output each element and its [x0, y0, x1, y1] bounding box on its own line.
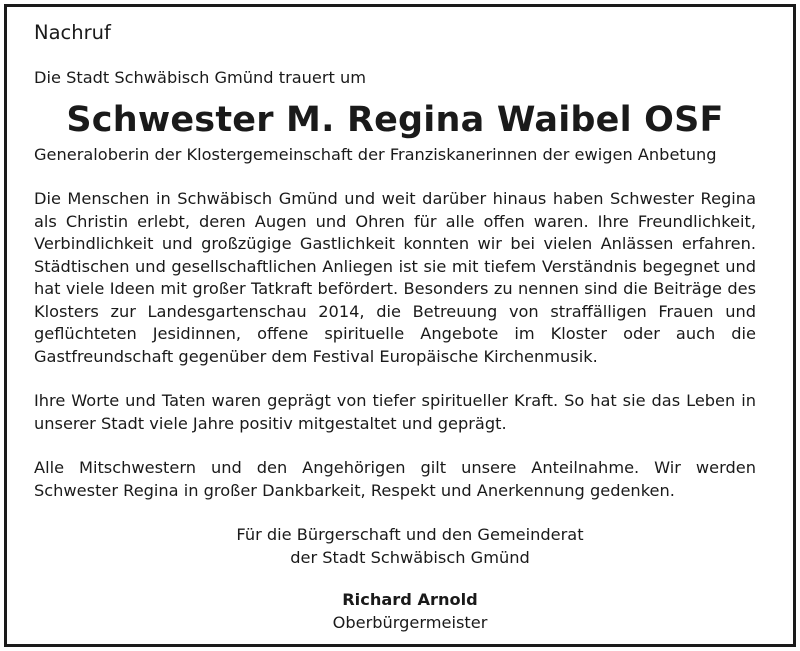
paragraph-text: Die Menschen in Schwäbisch Gmünd und weit darüber hinaus haben Schwester Regina als Christin erlebt, deren Augen und Ohren für alle offen waren. Ihre Freundlichkeit, Verbindlichkeit und großzügige Gastlichkeit konnten wir bei vielen Anlässen erfahren. Städtischen und gesellschaftlichen Anliegen ist sie mit tiefem Verständnis begegnet und hat viele Ideen mit großer Tatkraft befördert. Besonders zu nennen sind die Beiträge des Klosters zur Landesgartenschau 2014, die Betreuung von straffälligen Frauen und geflüchteten Jesidinnen, offene spirituelle Angebote im Kloster oder auch die Gastfreundschaft gegenüber dem Festival Europäische Kirchenmusik.: [34, 189, 756, 366]
signatory-title: Oberbürgermeister: [332, 612, 488, 632]
obituary-notice: [34, 20, 756, 634]
signature-organization-city: der Stadt Schwäbisch Gmünd: [290, 547, 530, 567]
deceased-name: Schwester M. Regina Waibel OSF: [66, 99, 724, 140]
signatory-name: Richard Arnold: [342, 590, 478, 609]
tribute-paragraph: [34, 457, 756, 502]
tribute-paragraph: [34, 188, 756, 368]
tribute-paragraph: [34, 390, 756, 435]
deceased-title: Generaloberin der Klostergemeinschaft der Franziskanerinnen der ewigen Anbetung: [34, 144, 717, 164]
intro-line: Die Stadt Schwäbisch Gmünd trauert um: [34, 68, 367, 87]
paragraph-text: Ihre Worte und Taten waren geprägt von tiefer spiritueller Kraft. So hat sie das Leben in unserer Stadt viele Jahre positiv mitgestaltet und geprägt.: [34, 391, 756, 433]
notice-heading: Nachruf: [34, 21, 111, 44]
paragraph-text: Alle Mitschwestern und den Angehörigen gilt unsere Anteilnahme. Wir werden Schwester Regina in großer Dankbarkeit, Respekt und Anerkennung gedenken.: [34, 458, 756, 500]
signature-organization: Für die Bürgerschaft und den Gemeinderat: [236, 525, 584, 544]
